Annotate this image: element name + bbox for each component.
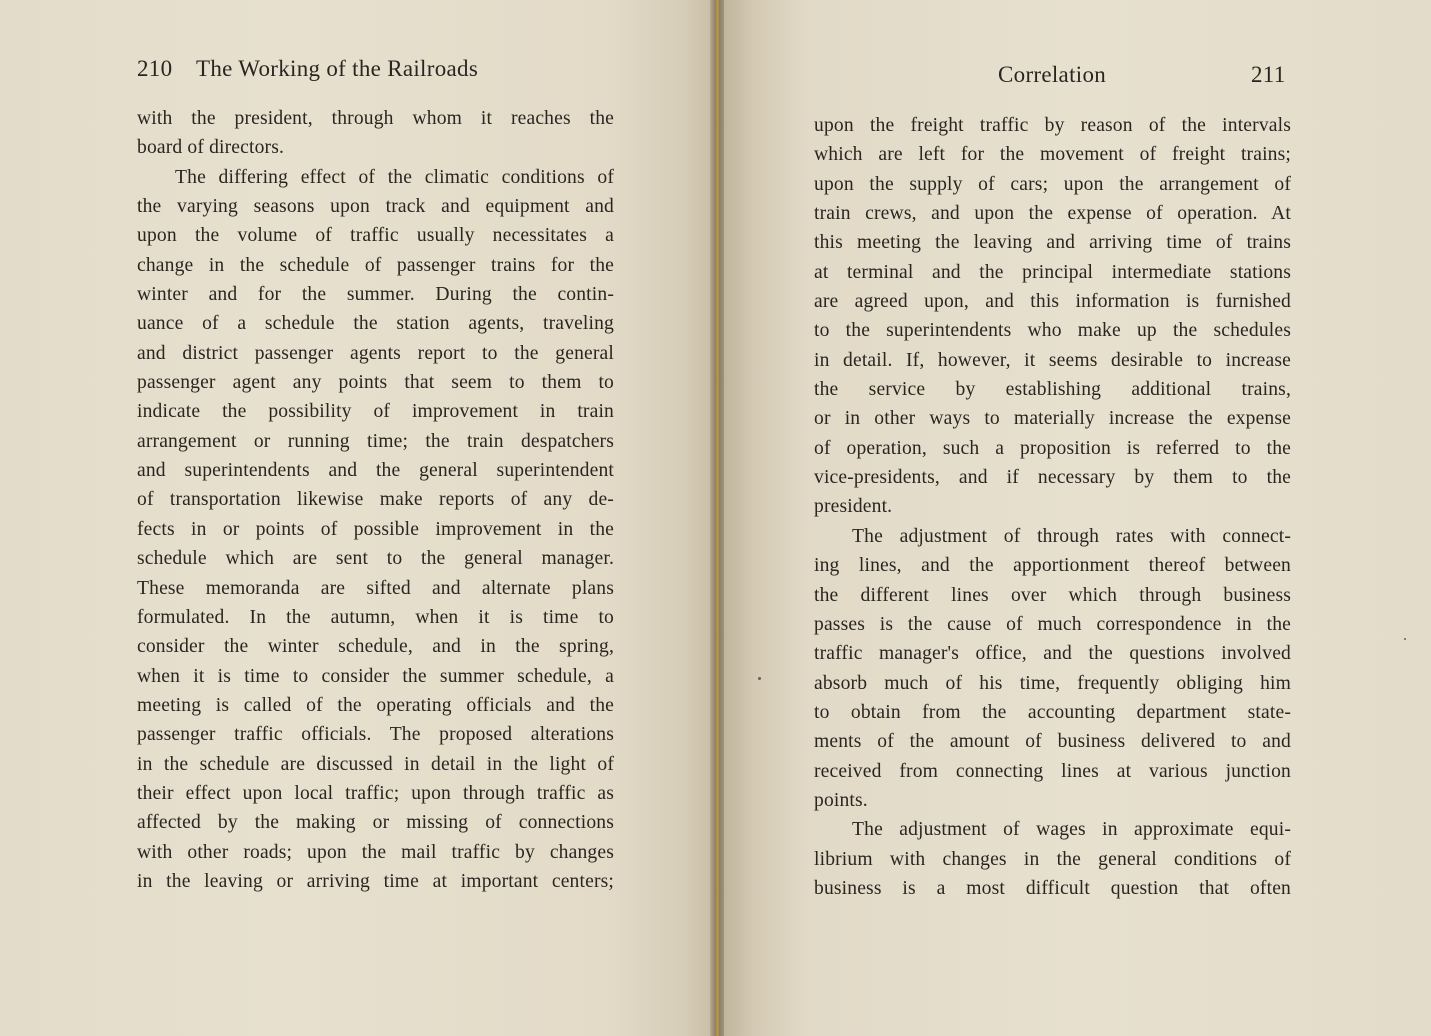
text-line: upon the supply of cars; upon the arrangement of — [814, 173, 1291, 195]
text-line: with other roads; upon the mail traffic by changes — [137, 841, 614, 863]
paper-speck — [1404, 638, 1406, 640]
text-line: traffic manager's office, and the questions involved — [814, 643, 1291, 665]
text-line: ments of the amount of business delivered to and — [814, 731, 1291, 753]
text-line: which are left for the movement of freight trains; — [814, 144, 1291, 166]
text-line: passenger traffic officials. The proposed alterations — [137, 724, 614, 746]
paragraph-start-line: The adjustment of through rates with connect- — [852, 525, 1291, 547]
text-line: the varying seasons upon track and equipment and — [137, 196, 614, 218]
text-line: passenger agent any points that seem to them to — [137, 372, 614, 394]
text-line: uance of a schedule the station agents, traveling — [137, 313, 614, 335]
text-line: change in the schedule of passenger trains for the — [137, 254, 614, 276]
text-line: or in other ways to materially increase the expense — [814, 408, 1291, 430]
text-line: ing lines, and the apportionment thereof between — [814, 555, 1291, 577]
left-page-body — [137, 104, 614, 896]
right-page-body — [814, 111, 1291, 903]
text-line: meeting is called of the operating officials and the — [137, 694, 614, 716]
paragraph-start-line: The differing effect of the climatic conditions of — [175, 166, 614, 188]
text-line: points. — [814, 789, 868, 811]
text-line: passes is the cause of much correspondence in the — [814, 613, 1291, 635]
text-line: president. — [814, 496, 893, 518]
text-line: with the president, through whom it reaches the — [137, 108, 614, 129]
text-line: schedule which are sent to the general manager. — [137, 548, 614, 570]
text-line: when it is time to consider the summer schedule, a — [137, 665, 614, 687]
text-line: business is a most difficult question that often — [814, 877, 1291, 899]
text-line: librium with changes in the general conditions of — [814, 848, 1291, 870]
right-page — [724, 0, 1431, 1036]
left-page-number: 210 — [137, 56, 173, 81]
text-line: at terminal and the principal intermediate stations — [814, 261, 1291, 283]
text-line: in the schedule are discussed in detail in the light of — [137, 753, 614, 775]
paper-speck — [758, 677, 761, 680]
text-line: affected by the making or missing of connections — [137, 812, 614, 834]
text-line: the service by establishing additional trains, — [814, 379, 1291, 401]
text-line: of operation, such a proposition is referred to the — [814, 437, 1291, 459]
text-line: train crews, and upon the expense of operation. At — [814, 203, 1291, 225]
text-line: to obtain from the accounting department state- — [814, 701, 1291, 723]
text-line: absorb much of his time, frequently obliging him — [814, 672, 1291, 694]
text-line: fects in or points of possible improvement in the — [137, 518, 614, 540]
text-line: to the superintendents who make up the schedules — [814, 320, 1291, 342]
text-line: vice-presidents, and if necessary by them to the — [814, 467, 1291, 489]
text-line: the different lines over which through business — [814, 584, 1291, 606]
right-page-number: 211 — [1251, 62, 1286, 87]
text-line: of transportation likewise make reports of any de- — [137, 489, 614, 511]
text-line: received from connecting lines at various junction — [814, 760, 1291, 782]
text-line: board of directors. — [137, 137, 285, 159]
left-page — [0, 0, 712, 1036]
text-line: in the leaving or arriving time at important centers; — [137, 870, 614, 892]
text-line: and district passenger agents report to the general — [137, 342, 614, 364]
text-line: formulated. In the autumn, when it is time to — [137, 606, 614, 628]
text-line: upon the freight traffic by reason of the intervals — [814, 115, 1291, 136]
text-line: and superintendents and the general superintendent — [137, 460, 614, 482]
text-line: arrangement or running time; the train despatchers — [137, 430, 614, 452]
text-line: upon the volume of traffic usually necessitates a — [137, 225, 614, 247]
text-line: consider the winter schedule, and in the spring, — [137, 636, 614, 658]
text-line: indicate the possibility of improvement in train — [137, 401, 614, 423]
left-running-head: The Working of the Railroads — [196, 56, 479, 81]
paragraph-start-line: The adjustment of wages in approximate equi- — [852, 819, 1291, 841]
text-line: are agreed upon, and this information is furnished — [814, 291, 1291, 313]
text-line: their effect upon local traffic; upon through traffic as — [137, 782, 614, 804]
right-running-head: Correlation — [998, 62, 1107, 87]
text-line: this meeting the leaving and arriving time of trains — [814, 232, 1291, 254]
text-line: in detail. If, however, it seems desirable to increase — [814, 349, 1291, 371]
text-line: These memoranda are sifted and alternate plans — [137, 577, 614, 599]
text-line: winter and for the summer. During the contin- — [137, 284, 614, 306]
